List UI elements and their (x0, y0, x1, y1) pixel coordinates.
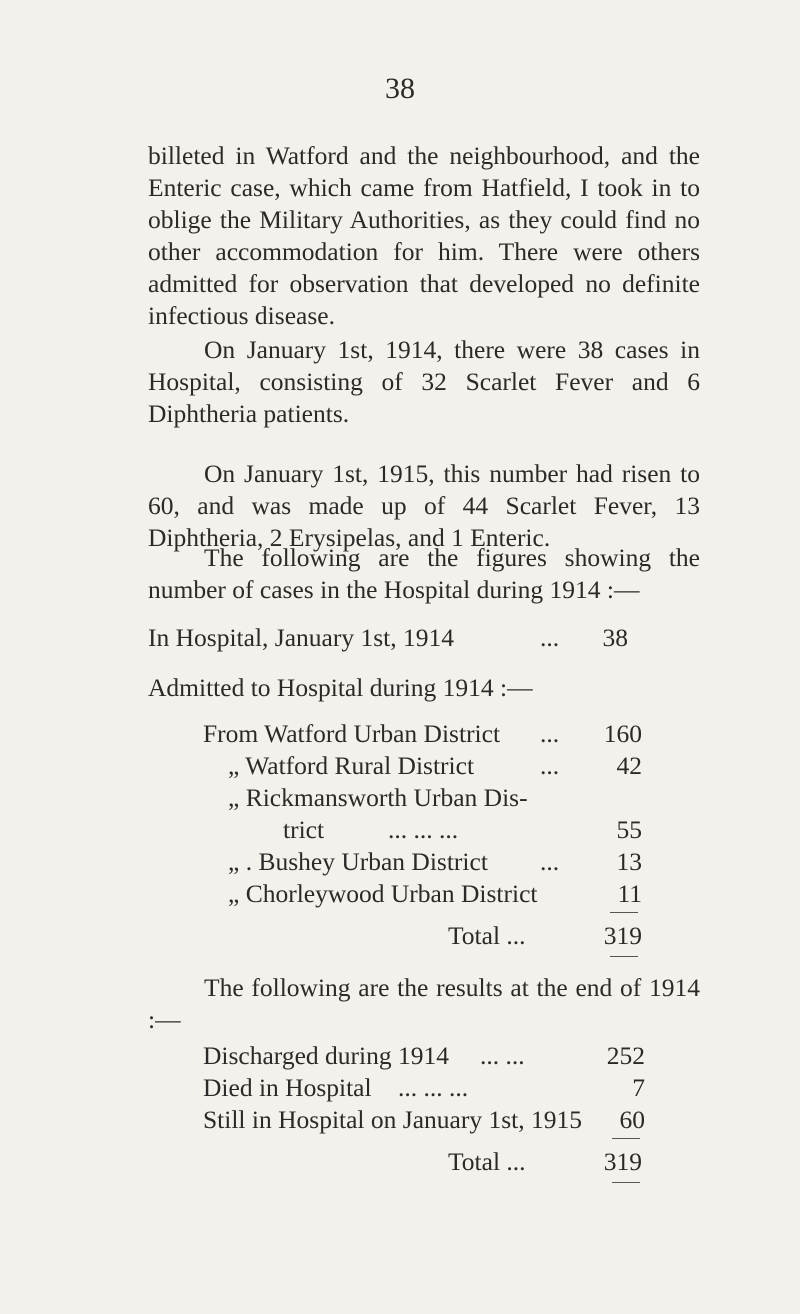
admission-dots: ... ... ... (388, 815, 459, 844)
admission-label: „ . Bushey Urban District (228, 847, 488, 876)
sum-rule (612, 1138, 640, 1139)
result-dots: ... ... ... (398, 1073, 469, 1102)
admission-dots: ... (540, 719, 560, 748)
admission-label: „ Chorleywood Urban District (228, 879, 538, 908)
admission-label-continuation: trict (283, 815, 325, 844)
results-total-value: 319 (603, 1147, 642, 1176)
result-label: Still in Hospital on January 1st, 1915 (203, 1105, 582, 1134)
result-value: 60 (619, 1105, 645, 1134)
total-rule (610, 956, 638, 957)
paragraph-4: The following are the figures showing the number of cases in the Hospital during 1914 :— (148, 543, 700, 604)
admission-dots: ... (540, 847, 560, 876)
in-hospital-value: 38 (602, 623, 628, 652)
admissions-total-label: Total ... (448, 921, 526, 950)
result-value: 252 (606, 1041, 645, 1070)
paragraph-3: On January 1st, 1915, this number had risen to 60, and was made up of 44 Scarlet Fever, 13 Diphtheria, 2 Erysipelas, and 1 Enteric. (148, 459, 700, 552)
results-total-label: Total ... (448, 1147, 526, 1176)
admission-value: 42 (616, 751, 642, 780)
total-rule (612, 1182, 640, 1183)
admissions-total-value: 319 (603, 921, 642, 950)
admission-value: 11 (617, 879, 642, 908)
paragraph-5: The following are the results at the end of 1914 :— (148, 973, 700, 1034)
result-label: Discharged during 1914 (203, 1041, 449, 1070)
paragraph-1: billeted in Watford and the neighbourhood, and the Enteric case, which came from Hatfield, I took in to oblige the Military Authorities, as they could find no other accommodation for him. There were others admitted for observation that developed no definite infectious disease. (148, 141, 700, 330)
sum-rule (610, 912, 638, 913)
admission-value: 13 (616, 847, 642, 876)
admission-label: „ Watford Rural District (228, 751, 475, 780)
admission-label: From Watford Urban District (203, 719, 501, 748)
admission-dots: ... (540, 751, 560, 780)
admission-value: 160 (603, 719, 642, 748)
result-value: 7 (632, 1073, 645, 1102)
result-dots: ... ... (480, 1041, 525, 1070)
admission-value: 55 (616, 815, 642, 844)
admitted-heading: Admitted to Hospital during 1914 :— (148, 673, 533, 702)
paragraph-2: On January 1st, 1914, there were 38 cases in Hospital, consisting of 32 Scarlet Fever and 6 Diphtheria patients. (148, 335, 700, 428)
admission-label: „ Rickmansworth Urban Dis- (228, 783, 528, 812)
page-number: 38 (385, 72, 415, 105)
in-hospital-label: In Hospital, January 1st, 1914 (148, 623, 454, 652)
in-hospital-dots: ... (540, 623, 560, 652)
result-label: Died in Hospital (203, 1073, 372, 1102)
